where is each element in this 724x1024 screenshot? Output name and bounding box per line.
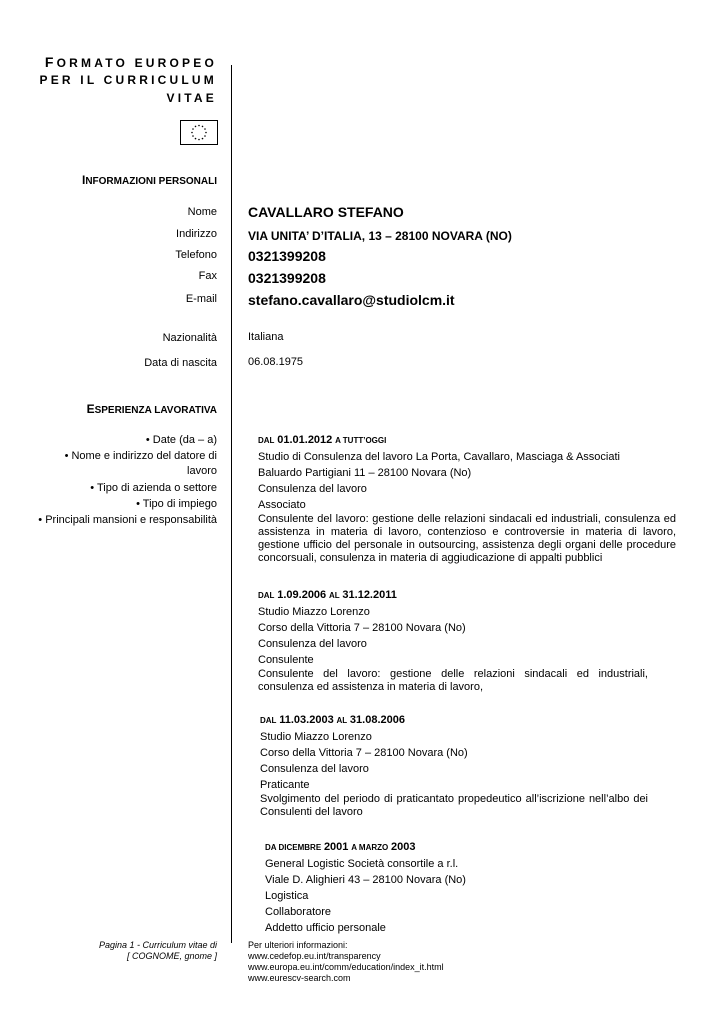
label-address: Indirizzo [176,228,217,240]
experience-entry [258,432,676,565]
entry-sector: Logistica [265,890,309,902]
footer-link[interactable]: www.europa.eu.int/comm/education/index_it.html [248,962,444,972]
entry-dates: DAL 11.03.2003 AL 31.08.2006 [260,714,405,726]
entry-address: Corso della Vittoria 7 – 28100 Novara (No) [258,622,466,634]
entry-job-type: Associato [258,499,306,511]
entry-address: Baluardo Partigiani 11 – 28100 Novara (No) [258,467,472,479]
footer-link[interactable]: www.cedefop.eu.int/transparency [248,951,381,961]
entry-duties: Consulente del lavoro: gestione delle relazioni sindacali ed industriali, consulenza ed assistenza in materia di lavoro, [258,668,648,693]
label-phone: Telefono [175,249,217,261]
label-email: E-mail [185,293,217,305]
section-heading-work-experience: ESPERIENZA LAVORATIVA [86,402,217,416]
eu-flag-logo [180,120,218,145]
label-employer-cont: lavoro [187,465,217,477]
footer-info-heading: Per ulteriori informazioni: [248,940,348,950]
footer-name-placeholder: [ COGNOME, gnome ] [126,951,217,961]
label-birth-date: Data di nascita [144,357,217,369]
entry-duties: Svolgimento del periodo di praticantato propedeutico all’iscrizione nell’albo dei Consulenti del lavoro [260,793,648,818]
eu-stars-icon [181,121,217,144]
entry-job-type: Praticante [260,779,310,791]
cv-title-line-3: VITAE [166,91,217,105]
experience-entry [265,839,645,936]
label-dates: • Date (da – a) [145,434,217,446]
section-heading-personal-info: INFORMAZIONI PERSONALI [81,173,217,187]
value-name: CAVALLARO STEFANO [248,204,404,220]
entry-dates: DA DICEMBRE 2001 A MARZO 2003 [265,841,416,853]
label-name: Nome [187,206,217,218]
value-address: VIA UNITA’ D’ITALIA, 13 – 28100 NOVARA (NO) [248,229,512,243]
value-phone: 0321399208 [248,248,326,264]
experience-entry [260,712,648,819]
entry-duties: Consulente del lavoro: gestione delle relazioni sindacali ed industriali, consulenza ed assistenza in materia di lavoro, contenzioso e controversie in materia di lavoro, gestione ufficio del personale in outsourcing, assistenza degli organi delle procedure concorsuali, consulenza in materia di aggiudicazione di appalti pubblici [258,513,676,564]
entry-duties: Addetto ufficio personale [265,922,386,934]
entry-sector: Consulenza del lavoro [258,638,367,650]
entry-employer: Studio di Consulenza del lavoro La Porta, Cavallaro, Masciaga & Associati [258,451,620,463]
entry-employer: General Logistic Società consortile a r.l. [265,858,459,870]
entry-dates: DAL 01.01.2012 A TUTT’OGGI [258,434,387,446]
entry-employer: Studio Miazzo Lorenzo [260,731,372,743]
experience-entry [258,587,676,694]
footer-page-number: Pagina 1 - Curriculum vitae di [98,940,217,950]
entry-job-type: Consulente [258,654,314,666]
cv-title-line-2: PER IL CURRICULUM [39,73,217,87]
entry-dates: DAL 1.09.2006 AL 31.12.2011 [258,589,397,601]
footer-link[interactable]: www.eurescv-search.com [248,973,351,983]
value-birth-date: 06.08.1975 [248,356,304,368]
cv-title-line-1: FORMATO EUROPEO [44,54,217,70]
label-duties: • Principali mansioni e responsabilità [38,514,217,526]
label-nationality: Nazionalità [162,332,217,344]
value-nationality: Italiana [248,331,284,343]
label-employer: • Nome e indirizzo del datore di [64,450,217,462]
entry-sector: Consulenza del lavoro [258,483,367,495]
label-sector: • Tipo di azienda o settore [90,482,217,494]
value-email[interactable]: stefano.cavallaro@studiolcm.it [248,292,455,308]
entry-job-type: Collaboratore [265,906,332,918]
entry-address: Corso della Vittoria 7 – 28100 Novara (No) [260,747,468,759]
footer-links [248,940,444,984]
label-fax: Fax [198,270,217,282]
column-divider [231,65,232,943]
label-job-type: • Tipo di impiego [136,498,217,510]
value-fax: 0321399208 [248,270,326,286]
entry-sector: Consulenza del lavoro [260,763,369,775]
entry-employer: Studio Miazzo Lorenzo [258,606,370,618]
entry-address: Viale D. Alighieri 43 – 28100 Novara (No) [265,874,466,886]
footer-page-info [99,940,217,962]
